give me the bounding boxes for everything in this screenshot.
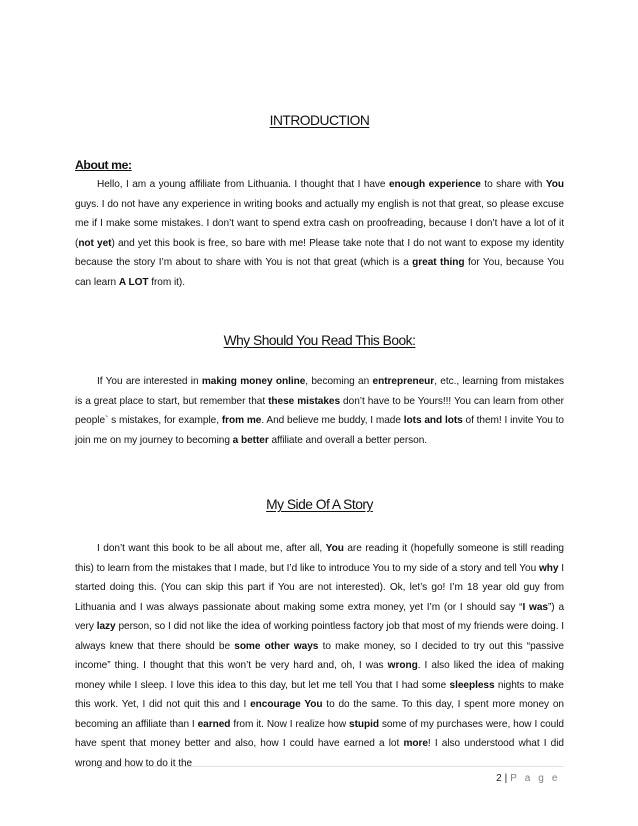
bold-emphasis: entrepreneur [372,376,435,387]
bold-emphasis: A LOT [118,276,149,288]
bold-emphasis: more [403,738,428,749]
bold-emphasis: sleepless [449,679,495,691]
bold-emphasis: why [538,562,559,574]
why-read-title: Why Should You Read This Book: [223,333,416,348]
my-side-title: My Side Of A Story [266,497,373,512]
introduction-title: INTRODUCTION [269,113,370,128]
my-side-paragraph: I don’t want this book to be all about me, after all, You are reading it (hopefully someone is still reading this) to learn from the mistakes that I made, but I’d like to introduce You to my side of a story and tell You why I started doing this. (You can skip this part if You are not interested). Ok, let’s go! I’m 18 year old guy from Lithuania and I was always passionate about making some extra money, yet I’m (or I should say “I was”) a very lazy person, so I did not like the idea of working pointless factory job that most of my friends were doing. I always knew that there should be some other ways to make money, so I decided to try out this “passive income” thing. I thought that this won’t be very hard and, oh, I was wrong. I also liked the idea of making money while I sleep. I love this idea to this day, but let me tell You that I had some sleepless nights to make this work. Yet, I did not quit this and I encourage You to do the same. To this day, I spent more money on becoming an affiliate than I earned from it. Now I realize how stupid some of my purchases were, how I could have spent that money better and also, how I could have earned a lot more! I also understood what I did wrong and how to do it the [75,543,565,769]
why-read-paragraph: If You are interested in making money online, becoming an entrepreneur, etc., learning from mistakes is a great place to start, but remember that these mistakes don’t have to be Yours!!! You can learn from other people` s mistakes, for example, from me. And believe me buddy, I made lots and lots of them! I invite You to join me on my journey to becoming a better affiliate and overall a better person. [75,376,564,446]
bold-emphasis: making money online [201,376,306,387]
bold-emphasis: I was [522,601,548,613]
bold-emphasis: a better [232,434,269,446]
bold-emphasis: great thing [412,257,465,268]
bold-emphasis: from me [221,415,262,426]
page-label: P a g e [510,773,560,784]
page-number: 2 [496,773,502,784]
bold-emphasis: wrong [387,660,418,671]
bold-emphasis: stupid [349,718,379,730]
introduction-paragraph: Hello, I am a young affiliate from Lithuania. I thought that I have enough experience to share with You guys. I do not have any experience in writing books and actually my english is not that great, so please excuse me if I make some mistakes. I don’t want to spend extra cash on proofreading, because I don’t have a lot of it (not yet) and yet this book is free, so bare with me! Please take note that I do not want to expose my identity because the story I’m about to share with You is not that great (which is a great thing for You, because You can learn A LOT from it). [75,179,564,288]
bold-emphasis: You [325,543,344,554]
bold-emphasis: lots and lots [403,415,463,426]
bold-emphasis: these mistakes [268,395,341,407]
bold-emphasis: some other ways [234,640,319,652]
bold-emphasis: earned [197,718,231,730]
page-footer [496,773,560,784]
bold-emphasis: encourage You [250,699,323,710]
bold-emphasis: lazy [96,621,116,632]
footer-separator: | [504,773,508,784]
bold-emphasis: You [545,179,564,190]
footer-divider [75,766,564,767]
about-me-subheading: About me: [75,158,132,172]
bold-emphasis: not yet [78,237,112,249]
bold-emphasis: enough experience [388,179,481,190]
